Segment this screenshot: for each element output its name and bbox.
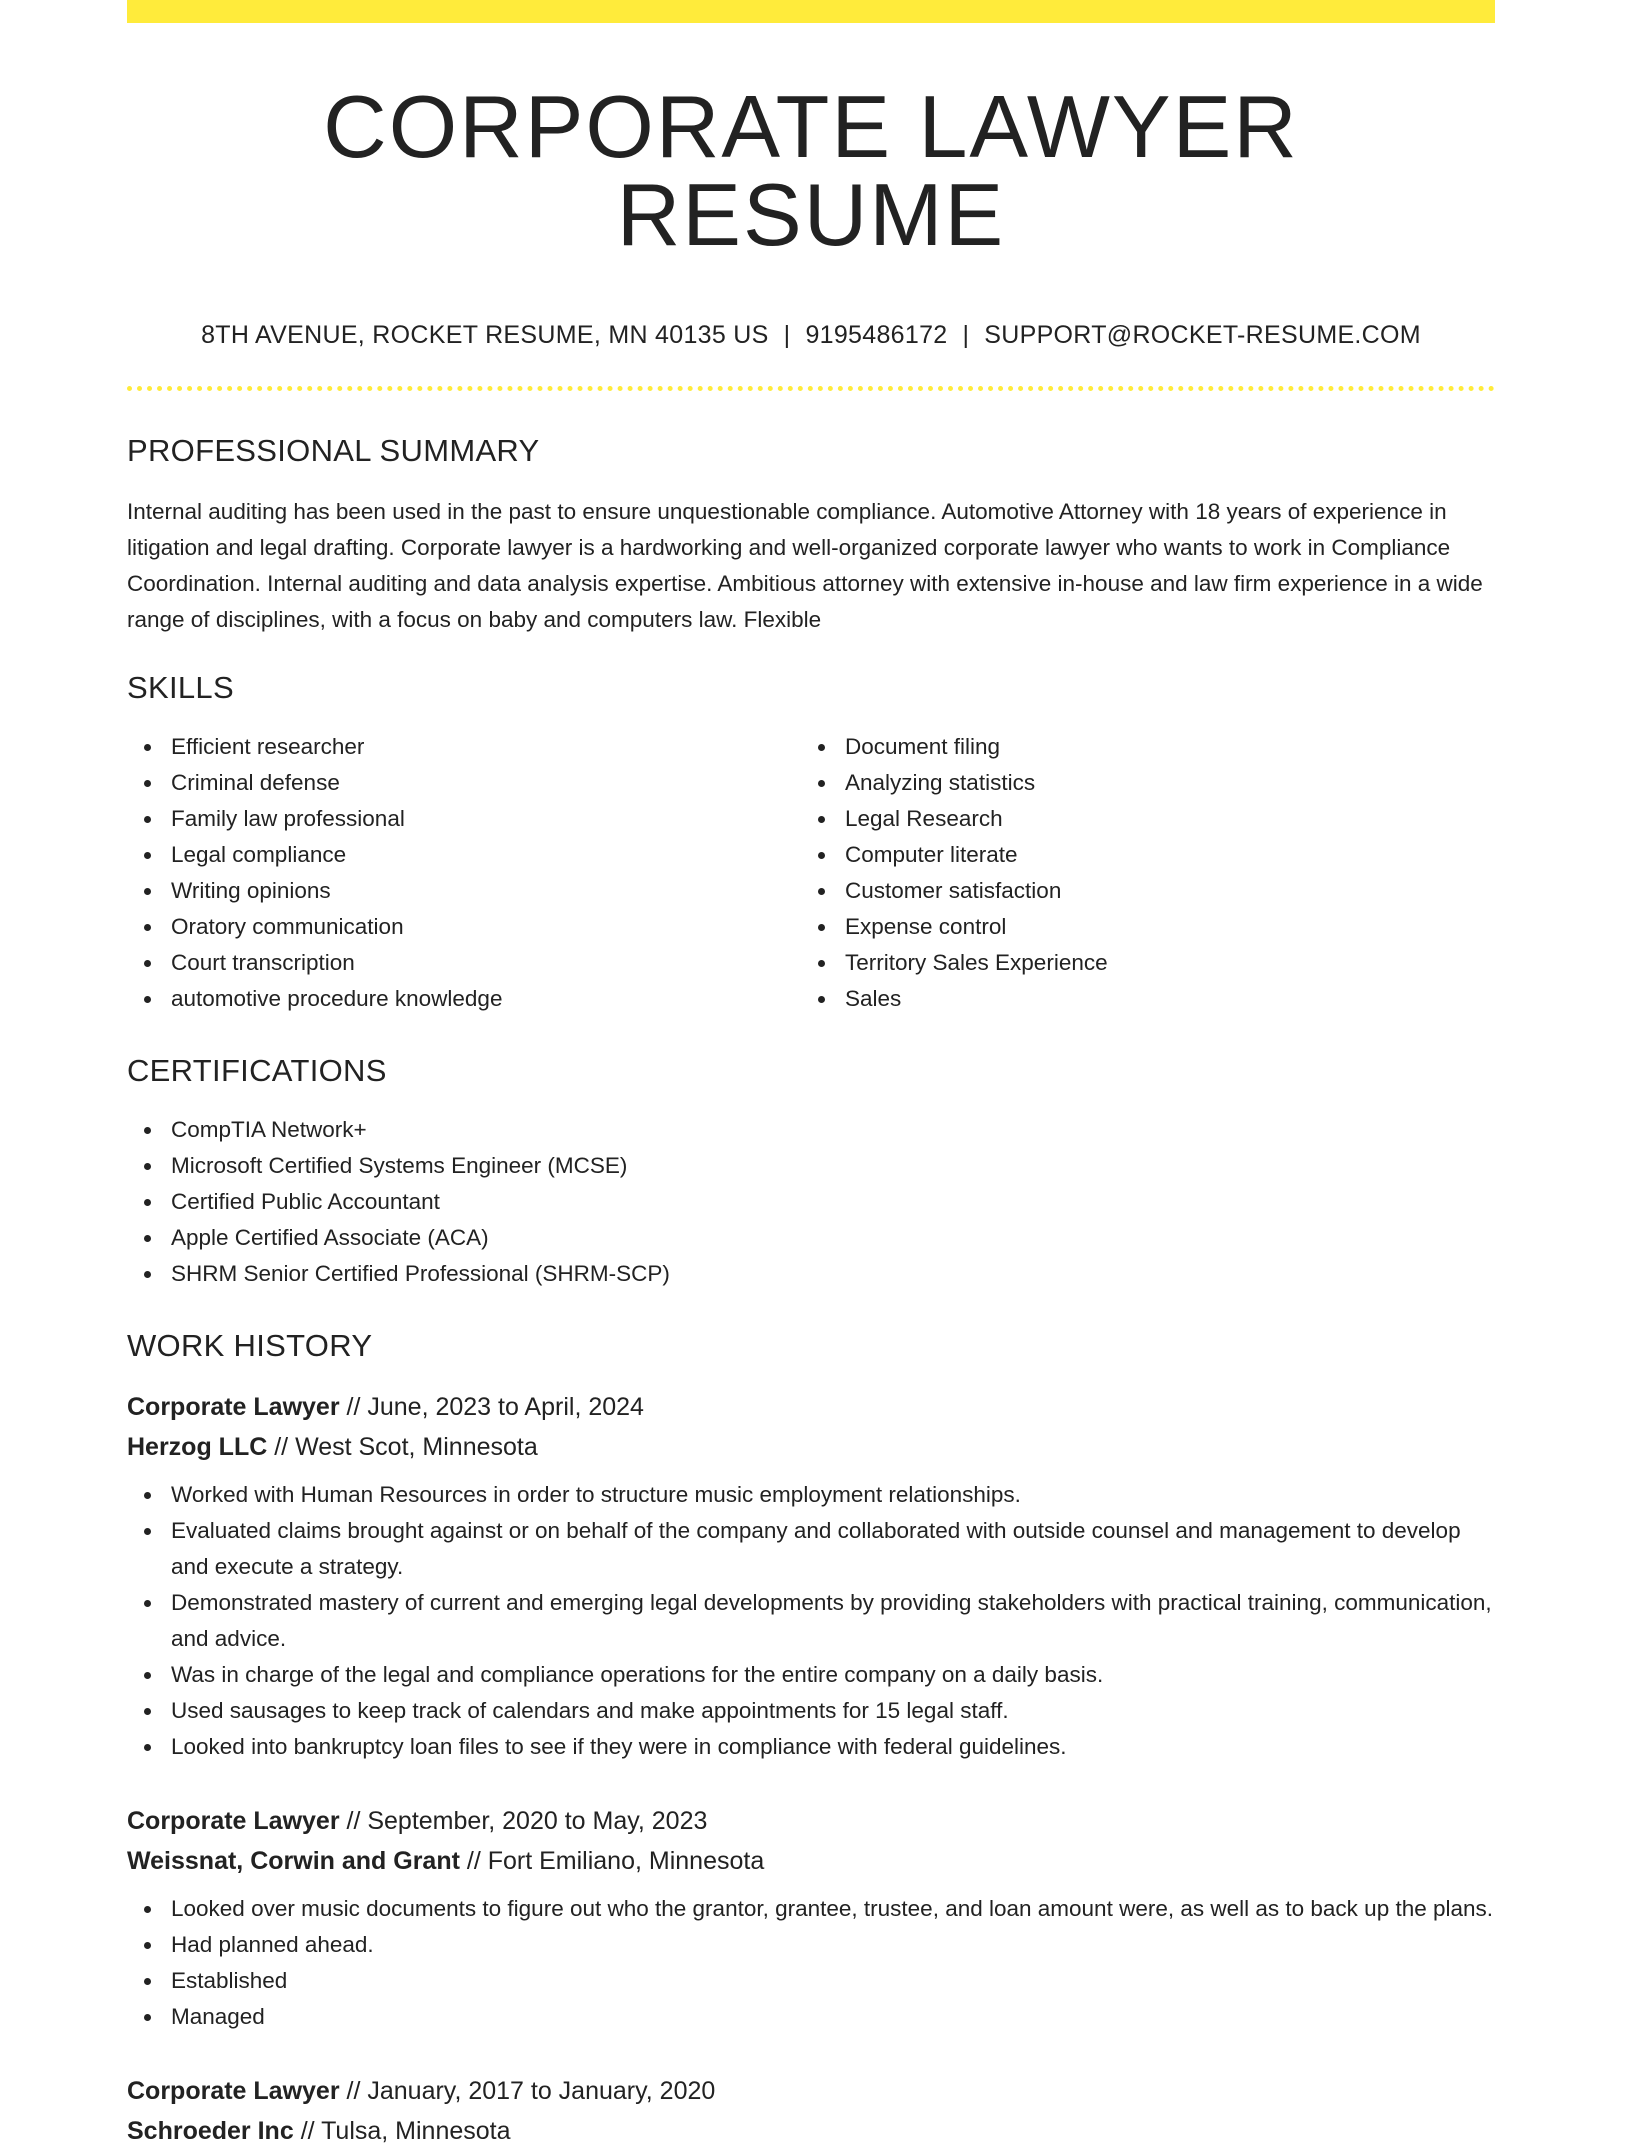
certification-item: Apple Certified Associate (ACA) [127, 1220, 1495, 1256]
job-company: Herzog LLC [127, 1433, 268, 1461]
skill-item: Writing opinions [127, 873, 801, 909]
skill-item: Customer satisfaction [801, 873, 1475, 909]
skill-item: Document filing [801, 729, 1475, 765]
job-duty-item: Established [127, 1963, 1495, 1999]
skills-section [127, 672, 1495, 1017]
job-title: Corporate Lawyer [127, 1807, 340, 1835]
job-location: // Tulsa, Minnesota [300, 2117, 511, 2145]
job-duty-item: Looked into bankruptcy loan files to see if they were in compliance with federal guidelines. [127, 1729, 1495, 1765]
job-company-line [127, 1841, 1495, 1881]
job-duties-list [127, 1891, 1495, 2035]
job-company: Weissnat, Corwin and Grant [127, 1847, 460, 1875]
summary-text: Internal auditing has been used in the past to ensure unquestionable compliance. Automotive Attorney with 18 years of experience in litigation and legal drafting. Corporate lawyer is a hardworking and well-organized corporate lawyer who wants to work in Compliance Coordination. Internal auditing and data analysis expertise. Ambitious attorney with extensive in-house and law firm experience in a wide range of disciplines, with a focus on baby and computers law. Flexible [127, 499, 1483, 632]
job-dates: // January, 2017 to January, 2020 [346, 2077, 716, 2105]
skill-item: Family law professional [127, 801, 801, 837]
contact-address: 8TH AVENUE, ROCKET RESUME, MN 40135 US [201, 321, 769, 349]
contact-separator: | [783, 321, 791, 349]
work-history-heading: WORK HISTORY [127, 1328, 373, 1363]
contact-line [127, 323, 1495, 348]
skill-item: Oratory communication [127, 909, 801, 945]
contact-phone: 9195486172 [805, 321, 948, 349]
job-location: // Fort Emiliano, Minnesota [466, 1847, 765, 1875]
job-location: // West Scot, Minnesota [274, 1433, 538, 1461]
job-duty-item: Used sausages to keep track of calendars and make appointments for 15 legal staff. [127, 1693, 1495, 1729]
job-company: Schroeder Inc [127, 2117, 294, 2145]
job-duty-item: Was in charge of the legal and compliance operations for the entire company on a daily basis. [127, 1657, 1495, 1693]
job-entry [127, 1801, 1495, 2035]
work-history-section [127, 1330, 1495, 2151]
summary-section [127, 435, 1495, 638]
skills-columns [127, 729, 1495, 1017]
skill-item: Criminal defense [127, 765, 801, 801]
certification-item: CompTIA Network+ [127, 1112, 1495, 1148]
job-entry [127, 2071, 1495, 2151]
job-duties-list [127, 1477, 1495, 1765]
skill-item: Efficient researcher [127, 729, 801, 765]
job-duty-item: Had planned ahead. [127, 1927, 1495, 1963]
contact-email: SUPPORT@ROCKET-RESUME.COM [984, 321, 1421, 349]
job-title-line [127, 1801, 1495, 1841]
skills-list-right [801, 729, 1475, 1017]
job-dates: // September, 2020 to May, 2023 [346, 1807, 708, 1835]
job-duty-item: Managed [127, 1999, 1495, 2035]
job-duty-item: Looked over music documents to figure out who the grantor, grantee, trustee, and loan amount were, as well as to back up the plans. [127, 1891, 1495, 1927]
skill-item: Expense control [801, 909, 1475, 945]
contact-separator: | [962, 321, 970, 349]
job-duty-item: Demonstrated mastery of current and emerging legal developments by providing stakeholders with practical training, communication, and advice. [127, 1585, 1495, 1657]
jobs-container [127, 1387, 1495, 2151]
job-dates: // June, 2023 to April, 2024 [346, 1393, 644, 1421]
skill-item: Analyzing statistics [801, 765, 1475, 801]
job-company-line [127, 2111, 1495, 2151]
skill-item: Legal Research [801, 801, 1475, 837]
job-title: Corporate Lawyer [127, 2077, 340, 2105]
certifications-heading: CERTIFICATIONS [127, 1053, 387, 1088]
skill-item: Sales [801, 981, 1475, 1017]
certification-item: Microsoft Certified Systems Engineer (MCSE) [127, 1148, 1495, 1184]
skill-item: Court transcription [127, 945, 801, 981]
skill-item: Legal compliance [127, 837, 801, 873]
job-duty-item: Evaluated claims brought against or on behalf of the company and collaborated with outside counsel and management to develop and execute a strategy. [127, 1513, 1495, 1585]
skills-heading: SKILLS [127, 670, 234, 705]
skill-item: Computer literate [801, 837, 1475, 873]
certification-item: Certified Public Accountant [127, 1184, 1495, 1220]
summary-heading: PROFESSIONAL SUMMARY [127, 433, 540, 468]
job-title: Corporate Lawyer [127, 1393, 340, 1421]
resume-page [127, 0, 1495, 2151]
job-entry [127, 1387, 1495, 1765]
skill-item: Territory Sales Experience [801, 945, 1475, 981]
certification-item: SHRM Senior Certified Professional (SHRM-SCP) [127, 1256, 1495, 1292]
resume-title: CORPORATE LAWYER RESUME [323, 77, 1299, 264]
certifications-list [127, 1112, 1495, 1292]
skill-item: automotive procedure knowledge [127, 981, 801, 1017]
job-title-line [127, 2071, 1495, 2111]
job-duty-item: Worked with Human Resources in order to structure music employment relationships. [127, 1477, 1495, 1513]
skills-list-left [127, 729, 801, 1017]
dotted-divider [127, 386, 1495, 391]
job-company-line [127, 1427, 1495, 1467]
job-title-line [127, 1387, 1495, 1427]
accent-bar [127, 0, 1495, 23]
certifications-section [127, 1055, 1495, 1292]
